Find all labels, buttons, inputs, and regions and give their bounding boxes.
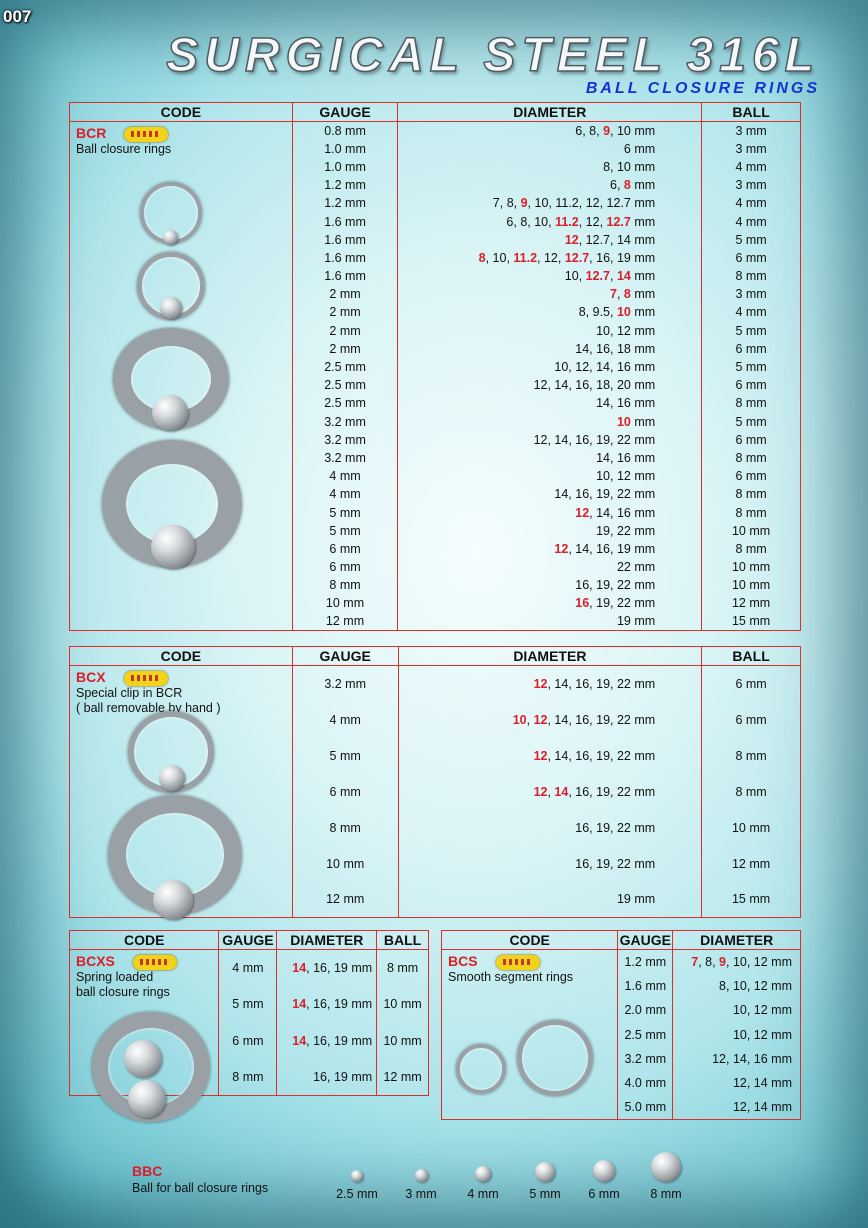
ball-cell: 10 mm <box>702 576 801 594</box>
gauge-cell: 1.6 mm <box>292 212 398 230</box>
gauge-cell: 2 mm <box>292 285 398 303</box>
gauge-cell: 2 mm <box>292 303 398 321</box>
ball-cell: 12 mm <box>702 846 801 882</box>
diameter-cell: 16, 19, 22 mm <box>398 576 702 594</box>
col-diameter: DIAMETER <box>673 931 801 950</box>
ball-cell: 4 mm <box>702 212 801 230</box>
ball-cell: 8 mm <box>702 738 801 774</box>
diameter-cell: 6 mm <box>398 140 702 158</box>
col-gauge: GAUGE <box>219 931 277 950</box>
diameter-cell: 12, 14, 16 mm <box>398 503 702 521</box>
diameter-cell: 8, 10, 11.2, 12, 12.7, 16, 19 mm <box>398 249 702 267</box>
col-code: CODE <box>442 931 618 950</box>
new-size-badge <box>496 955 540 970</box>
gauge-cell: 3.2 mm <box>292 431 398 449</box>
page-subtitle: BALL CLOSURE RINGS <box>585 80 820 97</box>
gauge-cell: 6 mm <box>292 540 398 558</box>
ball-cell: 15 mm <box>702 613 801 631</box>
gauge-cell: 2.0 mm <box>618 998 673 1022</box>
gauge-cell: 5.0 mm <box>618 1095 673 1119</box>
ball-cell: 8 mm <box>377 950 429 987</box>
diameter-cell: 10 mm <box>398 413 702 431</box>
gauge-cell: 3.2 mm <box>292 413 398 431</box>
diameter-cell: 12, 14, 16 mm <box>673 1047 801 1071</box>
ball-cell: 4 mm <box>702 303 801 321</box>
ball-cell: 12 mm <box>702 594 801 612</box>
diameter-cell: 19 mm <box>398 882 702 918</box>
col-gauge: GAUGE <box>619 932 671 948</box>
bbc-size-label: 3 mm <box>405 1187 437 1201</box>
diameter-cell: 12, 14, 16, 19, 22 mm <box>398 431 702 449</box>
bbc-size-label: 4 mm <box>467 1187 499 1201</box>
diameter-cell: 14, 16 mm <box>398 394 702 412</box>
ball-cell: 6 mm <box>702 340 801 358</box>
bcxs-description: Spring loaded <box>76 970 154 985</box>
diameter-cell: 10, 12 mm <box>673 1022 801 1046</box>
col-code: CODE <box>70 647 293 666</box>
gauge-cell: 4 mm <box>292 702 398 738</box>
ball-cell: 10 mm <box>702 522 801 540</box>
col-gauge: GAUGE <box>292 103 398 122</box>
bbc-size-label: 6 mm <box>588 1187 620 1201</box>
gauge-cell: 0.8 mm <box>292 122 398 140</box>
diameter-cell: 6, 8 mm <box>398 176 702 194</box>
gauge-cell: 4 mm <box>292 485 398 503</box>
ball-cell: 6 mm <box>702 702 801 738</box>
col-diameter: DIAMETER <box>277 931 377 950</box>
diameter-cell: 14, 16, 19, 22 mm <box>398 485 702 503</box>
gauge-cell: 2.5 mm <box>292 376 398 394</box>
col-diameter: DIAMETER <box>398 103 702 122</box>
ball-cell: 3 mm <box>702 122 801 140</box>
diameter-cell: 10, 12, 14, 16, 19, 22 mm <box>398 702 702 738</box>
ball-cell: 10 mm <box>702 558 801 576</box>
ball-cell: 3 mm <box>702 176 801 194</box>
gauge-cell: 5 mm <box>219 986 277 1023</box>
bcs-code: BCS <box>448 953 478 969</box>
diameter-cell: 10, 12 mm <box>673 998 801 1022</box>
table-row <box>70 950 429 987</box>
bbc-size-label: 8 mm <box>650 1187 682 1201</box>
gauge-cell: 2.5 mm <box>292 358 398 376</box>
ball-cell: 8 mm <box>702 774 801 810</box>
bbc-code: BBC <box>132 1163 163 1179</box>
ball-cell: 5 mm <box>702 322 801 340</box>
diameter-cell: 7, 8 mm <box>398 285 702 303</box>
col-ball: BALL <box>377 931 429 950</box>
table-row <box>442 950 801 974</box>
new-size-badge <box>124 127 168 142</box>
table-row <box>70 122 801 140</box>
bbc-desc: Ball for ball closure rings <box>132 1181 269 1195</box>
gauge-cell: 1.2 mm <box>292 194 398 212</box>
bcx-code: BCX <box>76 669 106 685</box>
ball-cell: 15 mm <box>702 882 801 918</box>
diameter-cell: 14, 16, 19 mm <box>277 950 377 987</box>
diameter-cell: 22 mm <box>398 558 702 576</box>
gauge-cell: 2.5 mm <box>618 1022 673 1046</box>
gauge-cell: 2.5 mm <box>292 394 398 412</box>
bbc-ball-image <box>593 1160 615 1182</box>
diameter-cell: 19 mm <box>398 613 702 631</box>
col-gauge: GAUGE <box>292 647 398 666</box>
ball-cell: 8 mm <box>702 394 801 412</box>
diameter-cell: 10, 12 mm <box>398 322 702 340</box>
gauge-cell: 1.6 mm <box>292 231 398 249</box>
gauge-cell: 8 mm <box>292 810 398 846</box>
ball-cell: 8 mm <box>702 267 801 285</box>
bcs-table <box>441 930 801 1120</box>
ball-cell: 10 mm <box>702 810 801 846</box>
ball-cell: 3 mm <box>702 285 801 303</box>
gauge-cell: 6 mm <box>292 558 398 576</box>
diameter-cell: 12, 14 mm <box>673 1095 801 1119</box>
diameter-cell: 6, 8, 10, 11.2, 12, 12.7 mm <box>398 212 702 230</box>
gauge-cell: 6 mm <box>219 1023 277 1060</box>
diameter-cell: 19, 22 mm <box>398 522 702 540</box>
diameter-cell: 16, 19 mm <box>277 1059 377 1096</box>
bcx-description-2: ( ball removable by hand ) <box>76 701 221 716</box>
col-code: CODE <box>70 931 219 950</box>
gauge-cell: 5 mm <box>292 503 398 521</box>
gauge-cell: 4.0 mm <box>618 1071 673 1095</box>
gauge-cell: 12 mm <box>292 882 398 918</box>
col-diameter: DIAMETER <box>398 647 702 666</box>
bbc-ball-image <box>535 1162 555 1182</box>
gauge-cell: 1.2 mm <box>292 176 398 194</box>
ball-cell: 6 mm <box>702 666 801 702</box>
gauge-cell: 1.0 mm <box>292 140 398 158</box>
gauge-cell: 5 mm <box>292 738 398 774</box>
diameter-cell: 14, 16, 18 mm <box>398 340 702 358</box>
ball-cell: 3 mm <box>702 140 801 158</box>
diameter-cell: 8, 9.5, 10 mm <box>398 303 702 321</box>
bcxs-description-2: ball closure rings <box>76 985 170 1000</box>
ball-cell: 8 mm <box>702 540 801 558</box>
diameter-cell: 16, 19, 22 mm <box>398 594 702 612</box>
bbc-size-label: 2.5 mm <box>336 1187 378 1201</box>
ball-cell: 10 mm <box>377 1023 429 1060</box>
bbc-ball-image <box>415 1169 428 1182</box>
gauge-cell: 1.2 mm <box>618 950 673 974</box>
ball-cell: 8 mm <box>702 503 801 521</box>
gauge-cell: 1.6 mm <box>292 249 398 267</box>
diameter-cell: 12, 12.7, 14 mm <box>398 231 702 249</box>
gauge-cell: 3.2 mm <box>618 1047 673 1071</box>
bcx-description: Special clip in BCR <box>76 686 183 701</box>
new-size-badge <box>133 955 177 970</box>
diameter-cell: 12, 14, 16, 19, 22 mm <box>398 666 702 702</box>
ball-cell: 8 mm <box>702 449 801 467</box>
bcxs-code: BCXS <box>76 953 115 969</box>
gauge-cell: 1.0 mm <box>292 158 398 176</box>
ball-cell: 5 mm <box>702 413 801 431</box>
bbc-ball-image <box>475 1166 491 1182</box>
bcr-description: Ball closure rings <box>76 142 172 157</box>
ball-cell: 12 mm <box>377 1059 429 1096</box>
gauge-cell: 2 mm <box>292 340 398 358</box>
page-title: SURGICAL STEEL 316L <box>166 29 820 82</box>
col-ball: BALL <box>702 103 801 122</box>
col-ball: BALL <box>702 647 801 666</box>
gauge-cell: 1.6 mm <box>292 267 398 285</box>
diameter-cell: 10, 12, 14, 16 mm <box>398 358 702 376</box>
ball-cell: 6 mm <box>702 431 801 449</box>
diameter-cell: 14, 16, 19 mm <box>277 1023 377 1060</box>
gauge-cell: 6 mm <box>292 774 398 810</box>
ball-cell: 5 mm <box>702 358 801 376</box>
ball-cell: 4 mm <box>702 194 801 212</box>
diameter-cell: 6, 8, 9, 10 mm <box>398 122 702 140</box>
gauge-cell: 3.2 mm <box>292 449 398 467</box>
diameter-cell: 12, 14, 16, 18, 20 mm <box>398 376 702 394</box>
gauge-cell: 8 mm <box>292 576 398 594</box>
diameter-cell: 7, 8, 9, 10, 12 mm <box>673 950 801 974</box>
diameter-cell: 14, 16 mm <box>398 449 702 467</box>
ball-cell: 6 mm <box>702 249 801 267</box>
diameter-cell: 8, 10, 12 mm <box>673 974 801 998</box>
diameter-cell: 12, 14 mm <box>673 1071 801 1095</box>
gauge-cell: 2 mm <box>292 322 398 340</box>
gauge-cell: 10 mm <box>292 594 398 612</box>
bbc-size-label: 5 mm <box>529 1187 561 1201</box>
bcr-code: BCR <box>76 125 107 141</box>
diameter-cell: 7, 8, 9, 10, 11.2, 12, 12.7 mm <box>398 194 702 212</box>
diameter-cell: 12, 14, 16, 19, 22 mm <box>398 738 702 774</box>
table-row <box>70 666 801 702</box>
diameter-cell: 8, 10 mm <box>398 158 702 176</box>
ball-cell: 5 mm <box>702 231 801 249</box>
diameter-cell: 16, 19, 22 mm <box>398 846 702 882</box>
new-size-badge <box>124 671 168 686</box>
diameter-cell: 16, 19, 22 mm <box>398 810 702 846</box>
bbc-ball-image <box>351 1170 363 1182</box>
diameter-cell: 12, 14, 16, 19 mm <box>398 540 702 558</box>
gauge-cell: 10 mm <box>292 846 398 882</box>
ball-cell: 4 mm <box>702 158 801 176</box>
gauge-cell: 5 mm <box>292 522 398 540</box>
bbc-ball-image <box>651 1152 681 1182</box>
gauge-cell: 4 mm <box>292 467 398 485</box>
diameter-cell: 10, 12 mm <box>398 467 702 485</box>
gauge-cell: 12 mm <box>292 613 398 631</box>
col-code: CODE <box>70 103 293 122</box>
gauge-cell: 3.2 mm <box>292 666 398 702</box>
ball-cell: 6 mm <box>702 467 801 485</box>
bcs-description: Smooth segment rings <box>448 970 574 985</box>
ball-cell: 6 mm <box>702 376 801 394</box>
bbc-section <box>132 1163 268 1197</box>
gauge-cell: 4 mm <box>219 950 277 987</box>
ball-cell: 8 mm <box>702 485 801 503</box>
gauge-cell: 8 mm <box>219 1059 277 1096</box>
diameter-cell: 14, 16, 19 mm <box>277 986 377 1023</box>
ball-cell: 10 mm <box>377 986 429 1023</box>
gauge-cell: 1.6 mm <box>618 974 673 998</box>
diameter-cell: 12, 14, 16, 19, 22 mm <box>398 774 702 810</box>
diameter-cell: 10, 12.7, 14 mm <box>398 267 702 285</box>
page-number: 007 <box>3 7 32 26</box>
